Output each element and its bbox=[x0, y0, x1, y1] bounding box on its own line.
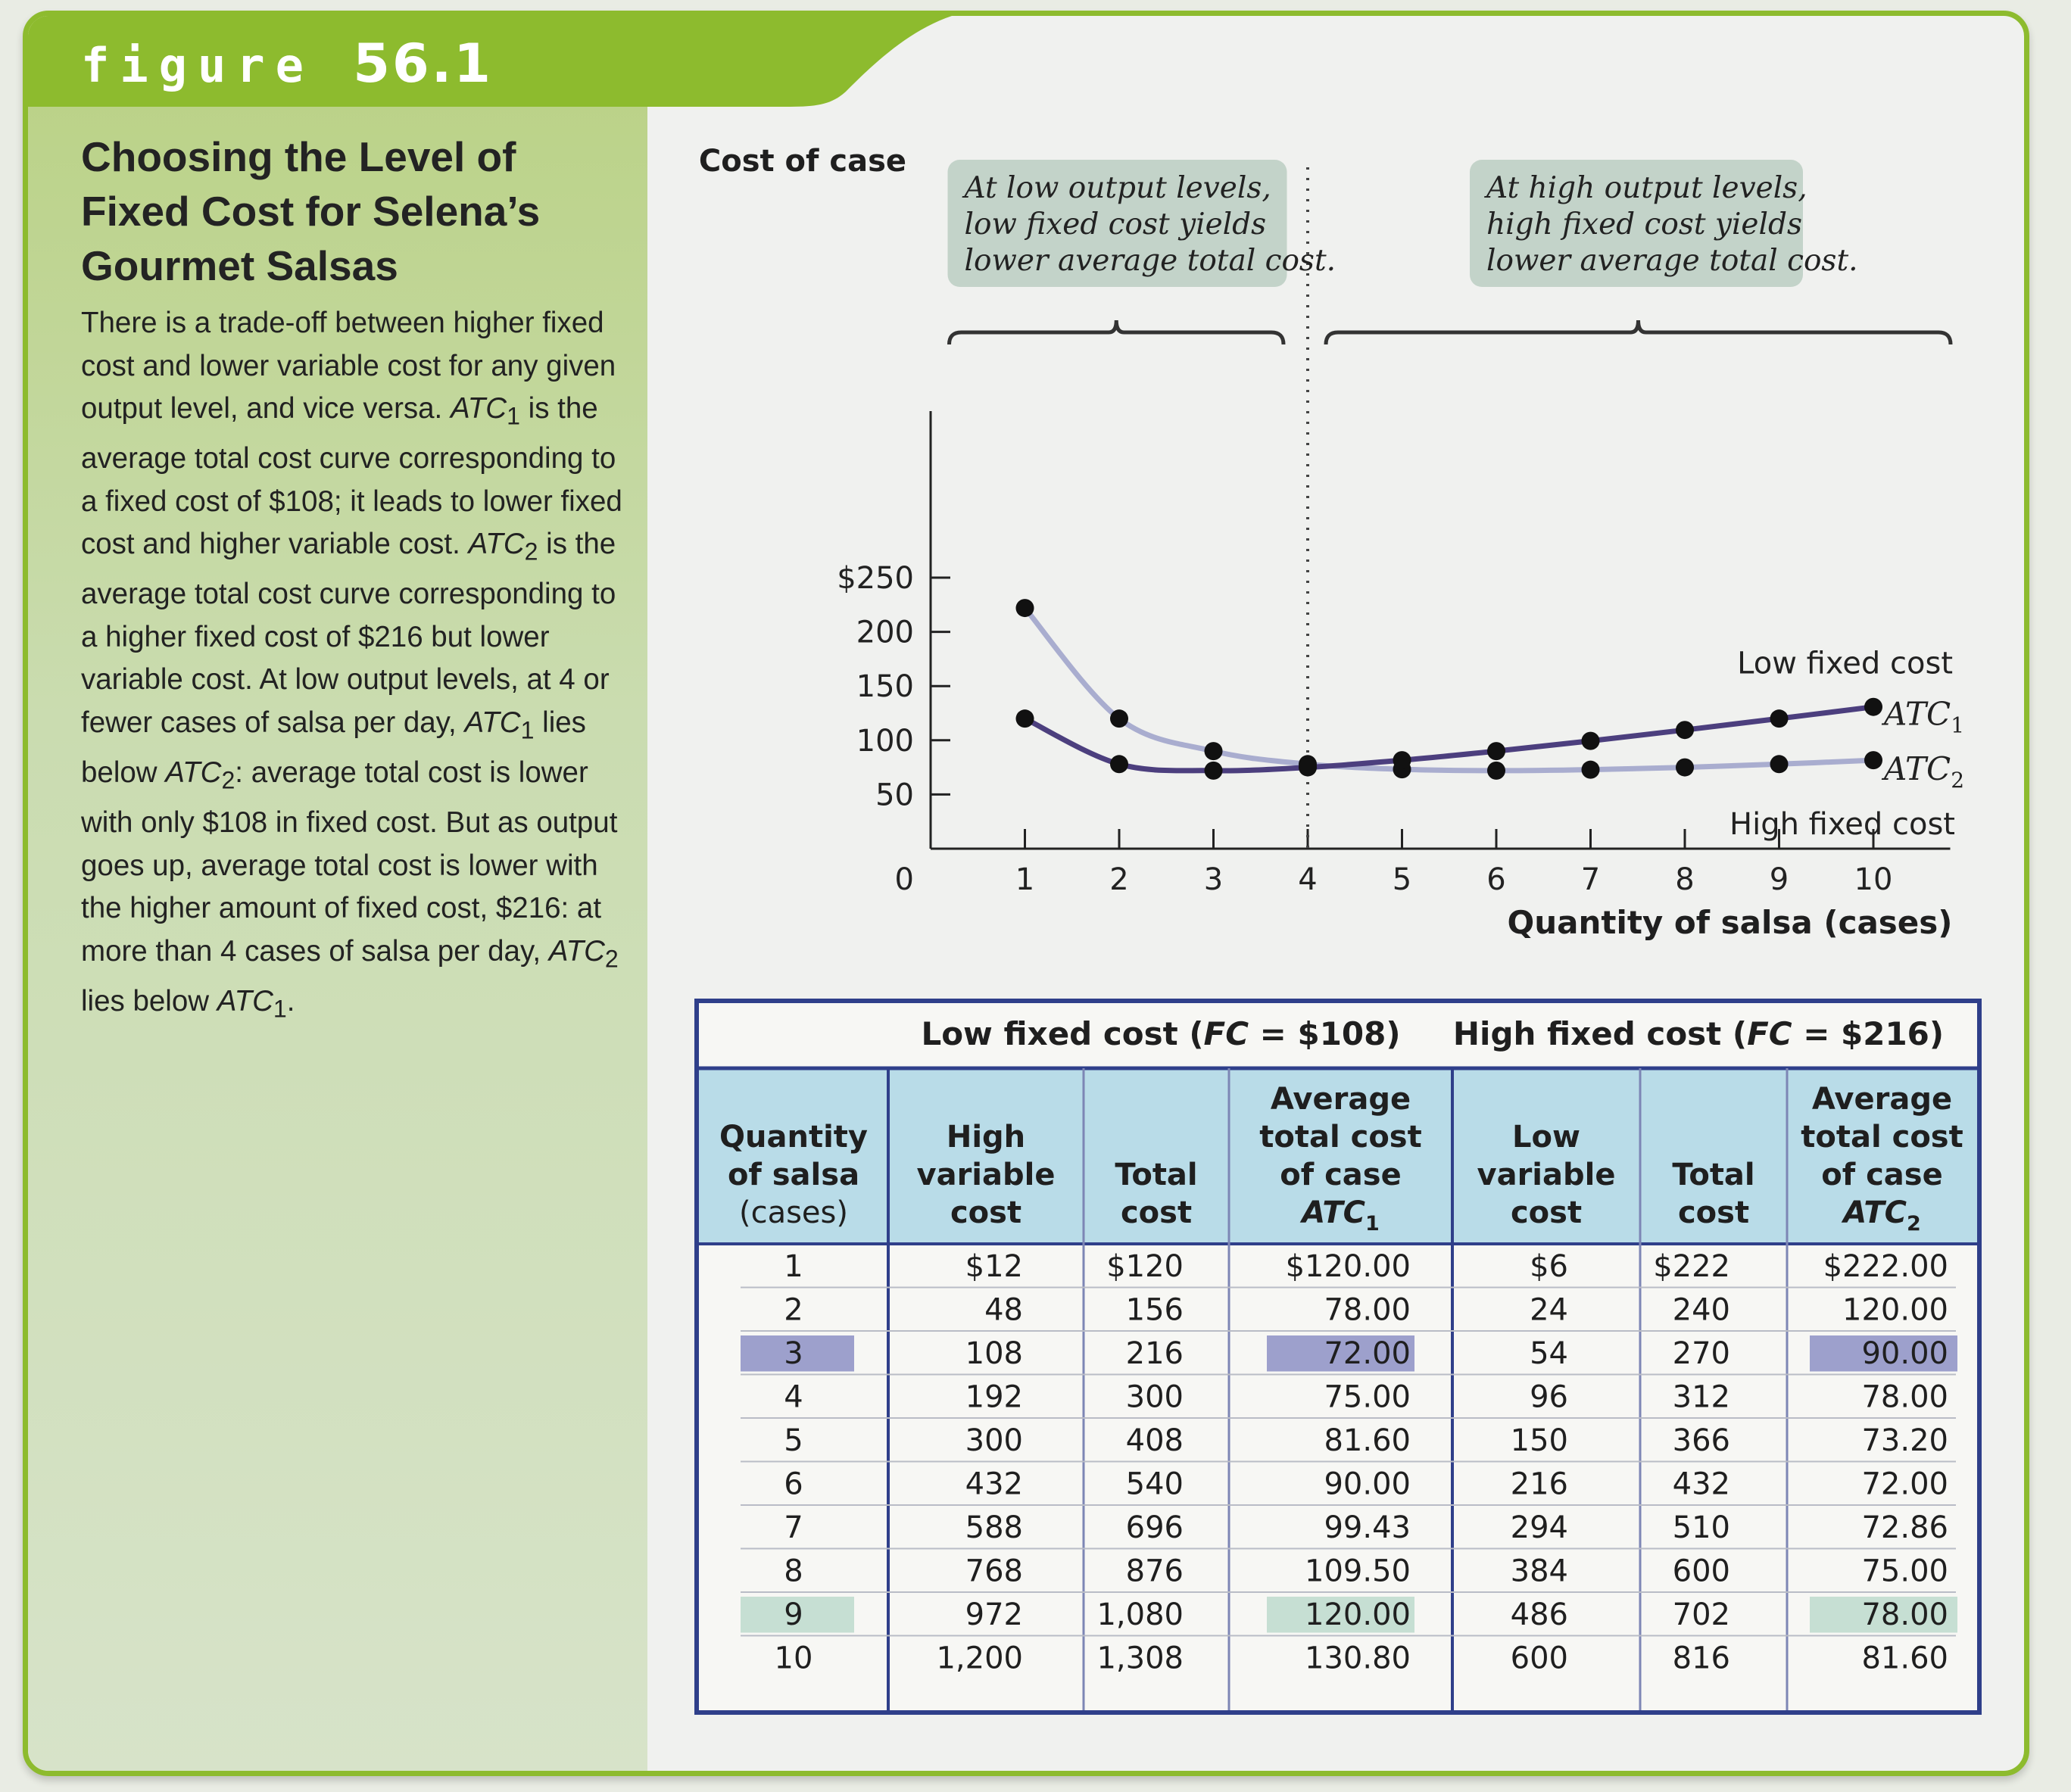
data-point-atc2 bbox=[1205, 742, 1223, 760]
x-tick-label: 2 bbox=[1109, 862, 1129, 897]
table-cell: 120.00 bbox=[1305, 1597, 1411, 1632]
table-cell: 366 bbox=[1672, 1423, 1730, 1458]
table-header-cell: Quantity bbox=[719, 1120, 868, 1155]
table-cell: 73.20 bbox=[1861, 1423, 1948, 1458]
cost-table-grid bbox=[699, 1003, 1977, 1710]
annotation-brace bbox=[950, 320, 1284, 344]
y-tick-label: 50 bbox=[875, 778, 914, 813]
table-cell: 90.00 bbox=[1861, 1335, 1948, 1371]
table-cell: 108 bbox=[965, 1335, 1023, 1371]
data-point-atc2 bbox=[1770, 755, 1789, 773]
table-cell: 300 bbox=[1125, 1379, 1184, 1415]
table-cell: 384 bbox=[1510, 1554, 1568, 1589]
figure-label-number: 56.1 bbox=[353, 33, 494, 95]
table-cell: 78.00 bbox=[1861, 1597, 1948, 1632]
table-cell: 600 bbox=[1510, 1641, 1568, 1676]
x-tick-label: 9 bbox=[1769, 862, 1789, 897]
table-cell: 588 bbox=[965, 1510, 1023, 1545]
table-header-cell: total cost bbox=[1801, 1120, 1963, 1155]
table-cell: 90.00 bbox=[1324, 1466, 1411, 1502]
table-cell: 9 bbox=[784, 1597, 803, 1632]
table-cell: 72.00 bbox=[1324, 1335, 1411, 1371]
x-tick-label: 1 bbox=[1015, 862, 1035, 897]
table-header-cell: of case bbox=[1821, 1158, 1943, 1192]
table-cell: 312 bbox=[1672, 1379, 1730, 1415]
annotation-text: At low output levels, low fixed cost yields lower average total cost. bbox=[964, 171, 1336, 278]
table-cell: 156 bbox=[1125, 1292, 1184, 1328]
x-tick-label: 4 bbox=[1298, 862, 1318, 897]
x-tick-label: 8 bbox=[1675, 862, 1695, 897]
table-cell: 8 bbox=[784, 1554, 803, 1589]
table-cell: 486 bbox=[1510, 1597, 1568, 1632]
table-cell: 54 bbox=[1530, 1335, 1568, 1371]
x-tick-label: 10 bbox=[1854, 862, 1893, 897]
table-cell: 72.86 bbox=[1861, 1510, 1948, 1545]
table-cell: 99.43 bbox=[1324, 1510, 1411, 1545]
table-cell: 1 bbox=[784, 1248, 803, 1284]
table-cell: 75.00 bbox=[1861, 1554, 1948, 1589]
table-header-cell: of salsa bbox=[727, 1158, 860, 1192]
series-label-low-fixed-cost: Low fixed cost bbox=[1737, 646, 1953, 681]
figure-label-word: figure bbox=[81, 38, 314, 93]
table-cell: 408 bbox=[1125, 1423, 1184, 1458]
data-point-atc2 bbox=[1110, 709, 1128, 728]
table-cell: 1,200 bbox=[936, 1641, 1023, 1676]
table-header-cell: Average bbox=[1811, 1082, 1953, 1117]
table-header-cell: total cost bbox=[1259, 1120, 1422, 1155]
y-tick-label: 0 bbox=[894, 862, 914, 897]
table-cell: 240 bbox=[1672, 1292, 1730, 1328]
data-point-atc2 bbox=[1676, 759, 1694, 777]
table-cell: $120.00 bbox=[1285, 1248, 1411, 1284]
x-tick-label: 3 bbox=[1203, 862, 1224, 897]
table-header-cell: Low bbox=[1512, 1120, 1580, 1155]
table-cell: 294 bbox=[1510, 1510, 1568, 1545]
table-cell: 972 bbox=[965, 1597, 1023, 1632]
series-name-atc2: $ATC_2$ bbox=[1884, 750, 1965, 793]
table-group-title: High fixed cost (FC = $216) bbox=[1452, 1015, 1945, 1052]
table-cell: 876 bbox=[1125, 1554, 1184, 1589]
table-cell: 510 bbox=[1672, 1510, 1730, 1545]
table-cell: 432 bbox=[965, 1466, 1023, 1502]
table-cell: 150 bbox=[1510, 1423, 1568, 1458]
table-cell: 96 bbox=[1530, 1379, 1568, 1415]
y-tick-label: 200 bbox=[856, 615, 914, 650]
table-cell: 81.60 bbox=[1861, 1641, 1948, 1676]
table-cell: 300 bbox=[965, 1423, 1023, 1458]
table-cell: $120 bbox=[1106, 1248, 1184, 1284]
data-point-atc2 bbox=[1487, 762, 1505, 780]
table-header-cell: High bbox=[946, 1120, 1026, 1155]
series-name-atc1: $ATC_1$ bbox=[1884, 695, 1965, 738]
x-tick-label: 7 bbox=[1580, 862, 1601, 897]
table-cell: 540 bbox=[1125, 1466, 1184, 1502]
y-axis-title: Cost of case bbox=[698, 144, 906, 179]
table-header-cell: cost bbox=[950, 1195, 1022, 1230]
table-cell: 1,080 bbox=[1096, 1597, 1184, 1632]
table-cell: 768 bbox=[965, 1554, 1023, 1589]
table-header-cell: cost bbox=[1120, 1195, 1193, 1230]
table-cell: $222.00 bbox=[1823, 1248, 1948, 1284]
series-line-atc2 bbox=[1025, 608, 1874, 771]
table-header-cell: $ATC_2$ bbox=[1843, 1195, 1921, 1236]
table-cell: 696 bbox=[1125, 1510, 1184, 1545]
table-header-cell: variable bbox=[916, 1158, 1056, 1192]
atc-chart bbox=[28, 16, 2024, 993]
y-tick-label: 150 bbox=[856, 669, 914, 705]
table-cell: 6 bbox=[784, 1466, 803, 1502]
table-cell: 78.00 bbox=[1861, 1379, 1948, 1415]
y-tick-label: $250 bbox=[837, 561, 914, 596]
table-cell: 2 bbox=[784, 1292, 803, 1328]
table-cell: 75.00 bbox=[1324, 1379, 1411, 1415]
table-header-cell: (cases) bbox=[738, 1195, 849, 1230]
data-point-atc2 bbox=[1864, 751, 1882, 769]
x-tick-label: 5 bbox=[1392, 862, 1412, 897]
table-cell: 72.00 bbox=[1861, 1466, 1948, 1502]
table-cell: 192 bbox=[965, 1379, 1023, 1415]
table-cell: 78.00 bbox=[1324, 1292, 1411, 1328]
table-header-cell: $ATC_1$ bbox=[1302, 1195, 1380, 1236]
figure-title: Choosing the Level of Fixed Cost for Selena’s Gourmet Salsas bbox=[81, 133, 541, 289]
data-point-atc2 bbox=[1582, 761, 1600, 779]
data-point-atc1 bbox=[1393, 751, 1411, 769]
table-header-cell: cost bbox=[1510, 1195, 1583, 1230]
table-header-cell: cost bbox=[1677, 1195, 1750, 1230]
table-cell: 816 bbox=[1672, 1641, 1730, 1676]
table-cell: $12 bbox=[965, 1248, 1023, 1284]
table-header-cell: Average bbox=[1270, 1082, 1411, 1117]
table-cell: 600 bbox=[1672, 1554, 1730, 1589]
table-cell: 1,308 bbox=[1096, 1641, 1184, 1676]
table-cell: 432 bbox=[1672, 1466, 1730, 1502]
table-cell: 5 bbox=[784, 1423, 803, 1458]
data-point-atc1 bbox=[1487, 742, 1505, 760]
data-point-atc1 bbox=[1299, 759, 1317, 777]
table-header-cell: Total bbox=[1672, 1158, 1755, 1192]
table-cell: 216 bbox=[1125, 1335, 1184, 1371]
table-cell: 270 bbox=[1672, 1335, 1730, 1371]
table-cell: 702 bbox=[1672, 1597, 1730, 1632]
data-point-atc1 bbox=[1205, 762, 1223, 780]
table-cell: 3 bbox=[784, 1335, 803, 1371]
table-header-cell: Total bbox=[1115, 1158, 1198, 1192]
data-point-atc1 bbox=[1770, 709, 1789, 728]
table-cell: 120.00 bbox=[1842, 1292, 1948, 1328]
table-cell: 24 bbox=[1530, 1292, 1568, 1328]
table-cell: 7 bbox=[784, 1510, 803, 1545]
x-axis-title: Quantity of salsa (cases) bbox=[1507, 904, 1953, 941]
table-cell: 109.50 bbox=[1305, 1554, 1411, 1589]
annotation-brace bbox=[1326, 320, 1951, 344]
data-point-atc1 bbox=[1110, 755, 1128, 773]
table-cell: 130.80 bbox=[1305, 1641, 1411, 1676]
table-cell: 10 bbox=[774, 1641, 813, 1676]
series-label-high-fixed-cost: High fixed cost bbox=[1729, 807, 1955, 843]
table-header-cell: variable bbox=[1477, 1158, 1616, 1192]
data-point-atc1 bbox=[1864, 698, 1882, 716]
figure-panel bbox=[23, 11, 2029, 1776]
annotation-text: At high output levels, high fixed cost yields lower average total cost. bbox=[1486, 171, 1858, 278]
data-point-atc1 bbox=[1582, 732, 1600, 750]
x-tick-label: 6 bbox=[1486, 862, 1506, 897]
table-header-cell: of case bbox=[1280, 1158, 1402, 1192]
figure-caption: There is a trade-off between higher fixed cost and lower variable cost for any given output level, and vice versa. $ATC_1$ is the average total cost curve corresponding to a fixed cost of $108; it leads to lower fixed cost and higher variable cost. $ATC_2$ is the average total cost curve corresponding to a higher fixed cost of $216 but lower variable cost. At low output levels, at 4 or fewer cases of salsa per day, $ATC_1$ lies below $ATC_2$: average total cost is lower with only $108 in fixed cost. But as output goes up, average total cost is lower with the higher amount of fixed cost, $216: at more than 4 cases of salsa per day, $ATC_2$ lies below $ATC_1$. bbox=[81, 307, 622, 1023]
data-point-atc1 bbox=[1676, 721, 1694, 739]
cost-table bbox=[694, 999, 1982, 1715]
table-group-title: Low fixed cost (FC = $108) bbox=[921, 1015, 1401, 1052]
y-tick-label: 100 bbox=[856, 723, 914, 759]
table-cell: 81.60 bbox=[1324, 1423, 1411, 1458]
data-point-atc2 bbox=[1016, 599, 1034, 617]
table-cell: 216 bbox=[1510, 1466, 1568, 1502]
data-point-atc1 bbox=[1016, 709, 1034, 728]
table-cell: $6 bbox=[1530, 1248, 1568, 1284]
table-cell: 48 bbox=[984, 1292, 1023, 1328]
table-cell: 4 bbox=[784, 1379, 803, 1415]
table-cell: $222 bbox=[1653, 1248, 1730, 1284]
